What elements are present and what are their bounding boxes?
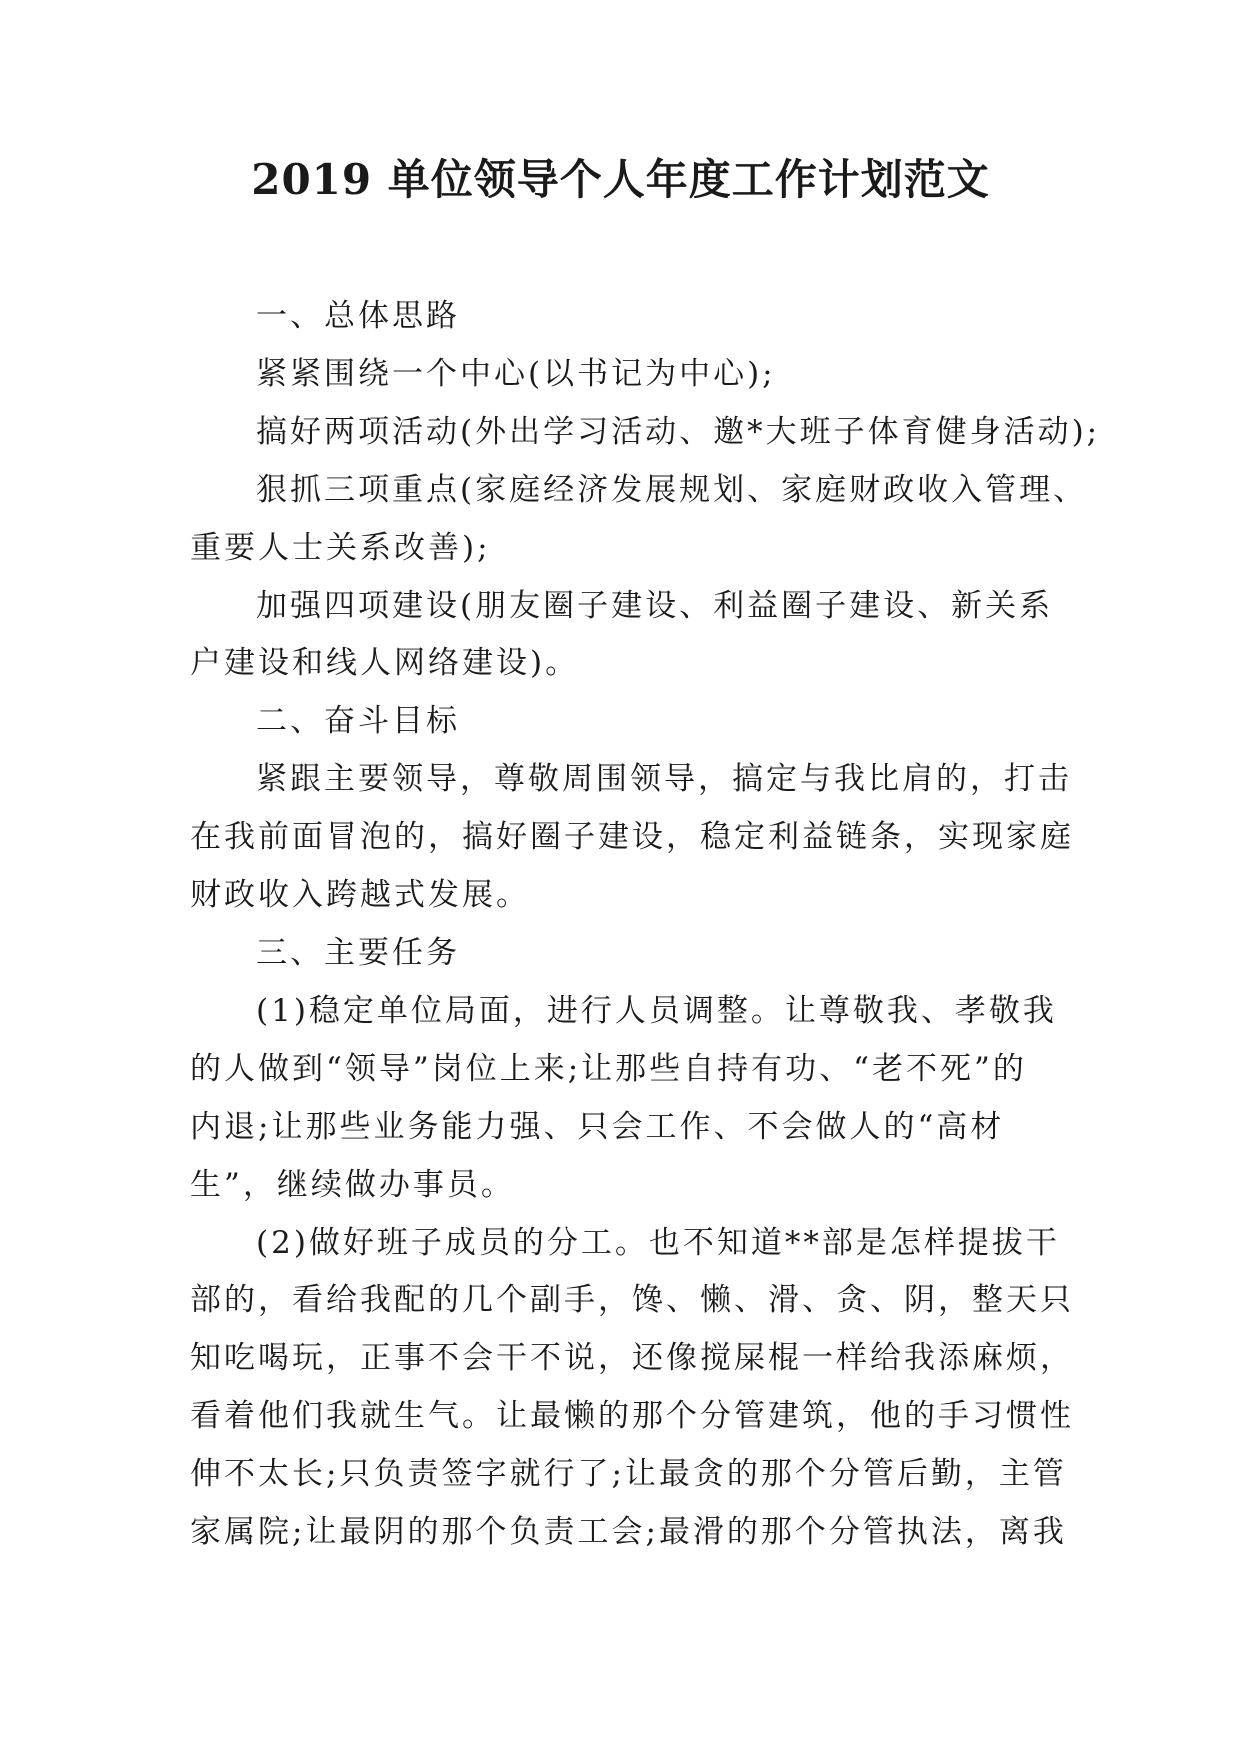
text-line: 一、总体思路: [256, 298, 460, 334]
text-line: 财政收入跨越式发展。: [190, 877, 530, 914]
section-heading: [190, 693, 1070, 751]
text-line: 紧紧围绕一个中心(以书记为中心);: [256, 355, 776, 392]
text-line: 的人做到“领导”岗位上来;让那些自持有功、“老不死”的: [190, 1050, 1027, 1087]
text-line: 户建设和线人网络建设)。: [190, 645, 580, 682]
text-line: 三、主要任务: [256, 934, 460, 971]
document-body: [190, 288, 1101, 1562]
text-line: 看着他们我就生气。让最懒的那个分管建筑，他的手习惯性: [190, 1398, 1074, 1435]
paragraph: [190, 751, 1074, 925]
text-line: 在我前面冒泡的，搞好圈子建设，稳定利益链条，实现家庭: [190, 819, 1074, 856]
text-line: (1)稳定单位局面，进行人员调整。让尊敬我、孝敬我: [256, 992, 1057, 1029]
text-line: 部的，看给我配的几个副手，馋、懒、滑、贪、阴，整天只: [190, 1282, 1074, 1319]
text-line: 内退;让那些业务能力强、只会工作、不会做人的“高材: [190, 1108, 1005, 1145]
text-line: 家属院;让最阴的那个负责工会;最滑的那个分管执法，离我: [190, 1514, 1067, 1551]
text-line: 加强四项建设(朋友圈子建设、利益圈子建设、新关系: [256, 587, 1054, 624]
paragraph: [190, 1215, 1074, 1562]
paragraph: [190, 346, 1070, 404]
paragraph: [190, 578, 1070, 694]
text-line: 二、奋斗目标: [256, 703, 460, 740]
text-line: 狠抓三项重点(家庭经济发展规划、家庭财政收入管理、: [256, 471, 1088, 508]
text-line: 伸不太长;只负责签字就行了;让最贪的那个分管后勤，主管: [190, 1456, 1067, 1493]
section-heading: [190, 925, 1070, 983]
text-line: 搞好两项活动(外出学习活动、邀*大班子体育健身活动);: [256, 413, 1101, 450]
text-line: 紧跟主要领导，尊敬周围领导，搞定与我比肩的，打击: [256, 761, 1072, 798]
text-line: (2)做好班子成员的分工。也不知道**部是怎样提拔干: [256, 1224, 1060, 1261]
paragraph: [190, 462, 1088, 578]
text-line: 生”，继续做办事员。: [190, 1166, 515, 1203]
text-line: 知吃喝玩，正事不会干不说，还像搅屎棍一样给我添麻烦，: [190, 1340, 1074, 1377]
text-line: 重要人士关系改善);: [190, 529, 491, 566]
section-heading: [190, 288, 1070, 346]
paragraph: [190, 404, 1101, 462]
paragraph: [190, 983, 1070, 1215]
document-title: 2019 单位领导个人年度工作计划范文: [251, 155, 990, 204]
